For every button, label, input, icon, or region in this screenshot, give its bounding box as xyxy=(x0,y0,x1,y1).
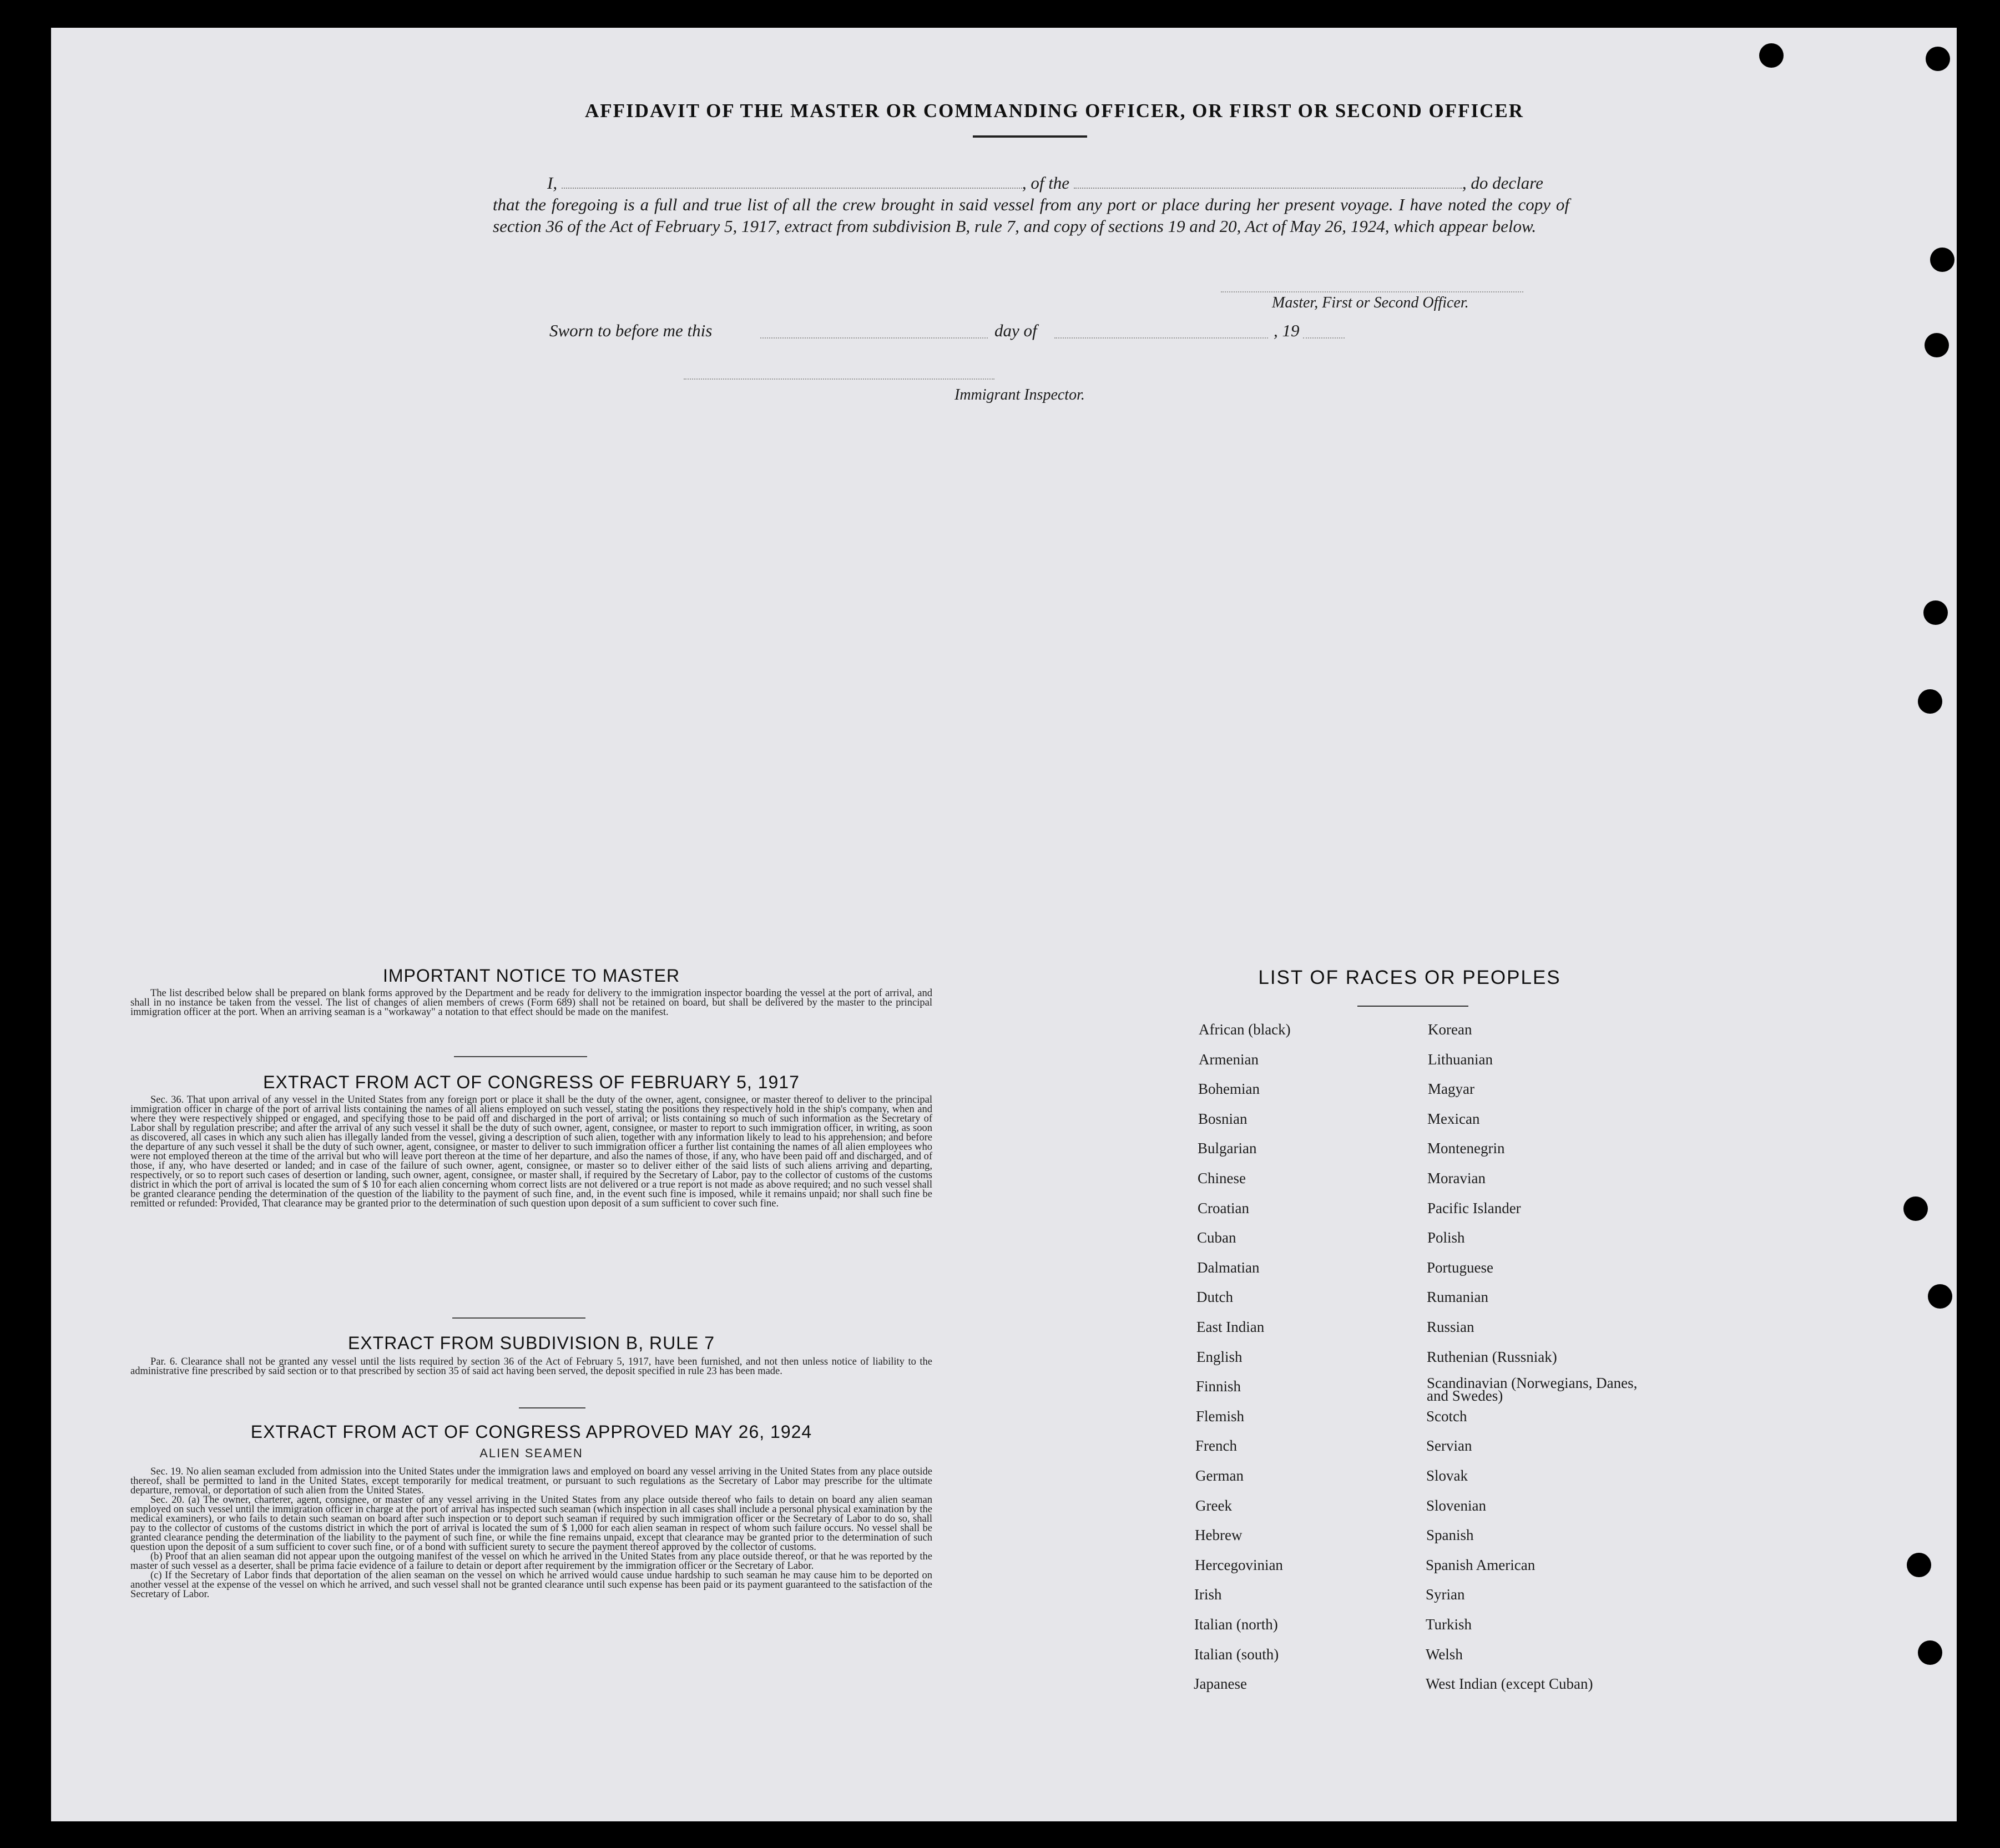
race-item: Mexican xyxy=(1427,1110,1480,1127)
inspector-label: Immigrant Inspector. xyxy=(954,386,1085,403)
punch-hole xyxy=(1907,1553,1931,1577)
par-6-paragraph: Par. 6. Clearance shall not be granted any vessel until the lists required by section 36 of the Act of February 5, 1917, have been furnished, and not then unless notice of liability to the administrative fine prescribed by said section or to that prescribed by section 35 of said act having been served, the deposit specified in rule 23 has been made. xyxy=(130,1356,932,1377)
race-item: Korean xyxy=(1428,1021,1472,1038)
race-item: Croatian xyxy=(1198,1200,1249,1216)
race-item: Bohemian xyxy=(1198,1080,1260,1097)
sec-20a-paragraph: Sec. 20. (a) The owner, charterer, agent, consignee, or master of any vessel arriving in the United States from any place outside thereof who fails to detain on board any alien seaman employed on such vessel until the immigration officer in charge at the port of arrival has inspected such seaman (which inspection in all cases shall include a personal physical examination by the medical examiners), or who fails to detain such seaman on board after such inspection or to deport such seaman if required by such immigration officer or the Secretary of Labor to do so, shall pay to the collector of customs of the customs district in which the port of arrival is located the sum of $ 1,000 for each alien seaman in respect of whom such failure occurs. No vessel shall be granted clearance pending the determination of the liability to the payment of such fine, or while the fine remains unpaid, except that clearance may be granted prior to the determination of such question upon the deposit of a sum sufficient to cover such fine, or of a bond with sufficient surety to secure the payment thereof approved by the collector of customs. xyxy=(130,1494,932,1553)
do-declare-label: , do declare xyxy=(1462,173,1543,193)
sworn-day-field[interactable] xyxy=(760,337,988,339)
sec-20c-paragraph: (c) If the Secretary of Labor finds that deportation of the alien seaman on the vessel on which he arrived would cause undue hardship to such seaman he may cause him to be deported on another vessel at the expense of the vessel on which he arrived, and such vessel shall not be granted clearance until such expense has been paid or its payment guaranteed to the satisfaction of the Secretary of Labor. xyxy=(130,1570,932,1600)
race-item: Chinese xyxy=(1198,1170,1246,1186)
race-item: Montenegrin xyxy=(1427,1140,1505,1157)
extract-rule7-title: EXTRACT FROM SUBDIVISION B, RULE 7 xyxy=(347,1333,715,1353)
section-36-paragraph: Sec. 36. That upon arrival of any vessel in the United States from any foreign port or place it shall be the duty of the owner, agent, consignee, or master thereof to deliver to the principal immigration officer in charge of the port of arrival lists containing the names of all aliens employed on such vessel, stating the positions they respectively hold in the ship's company, when and where they were respectively shipped or engaged, and specifying those to be paid off and discharged in the port of arrival; or lists containing so much of such information as the Secretary of Labor shall by regulation prescribe; and after the arrival of any such vessel it shall be the duty of such owner, agent, consignee, or master to report to such immigration officer, in writing, as soon as discovered, all cases in which any such alien has illegally landed from the vessel, giving a description of such alien, together with any information likely to lead to his apprehension; and before the departure of any such vessel it shall be the duty of such owner, agent, consignee, or master to deliver to such immigration officer a further list containing the names of all alien employees who were not employed thereon at the time of the arrival but who will leave port thereon at the time of her departure, and also the names of those, if any, who have been paid off and discharged, and of those, if any, who have deserted or landed; and in case of the failure of such owner, agent, consignee, or master so to deliver either of the said lists of such aliens arriving and departing, respectively, or so to report such cases of desertion or landing, such owner, agent, consignee, or master shall, if required by the Secretary of Labor, pay to the collector of customs of the customs district in which the port of arrival is located the sum of $ 10 for each alien concerning whom correct lists are not delivered or a true report is not made as above required; and no such vessel shall be granted clearance pending the determination of the question of the liability to the payment of such fine, and, in the event such fine is imposed, while it remains unpaid; nor shall such fine be remitted or refunded: Provided, That clearance may be granted prior to the determination of such question upon deposit of a sum sufficient to cover such fine. xyxy=(130,1094,932,1209)
i-label: I, xyxy=(547,173,558,193)
race-item: Syrian xyxy=(1426,1586,1465,1603)
race-item: Irish xyxy=(1194,1586,1222,1603)
race-item: Lithuanian xyxy=(1428,1051,1493,1068)
race-item: Dutch xyxy=(1196,1289,1233,1305)
punch-hole xyxy=(1928,1284,1952,1309)
race-item: Greek xyxy=(1195,1497,1232,1514)
race-item: Dalmatian xyxy=(1197,1259,1260,1276)
punch-hole xyxy=(1918,1640,1942,1665)
race-item: Italian (north) xyxy=(1194,1616,1278,1633)
section-separator xyxy=(519,1407,585,1408)
race-item: Servian xyxy=(1426,1437,1472,1454)
section-separator xyxy=(454,1056,587,1057)
race-item: Pacific Islander xyxy=(1427,1200,1521,1216)
declaration-first-line xyxy=(493,172,1569,194)
punch-hole xyxy=(1926,47,1950,71)
race-item: Cuban xyxy=(1197,1229,1236,1246)
sworn-label: Sworn to before me this xyxy=(549,321,713,340)
race-item: Bosnian xyxy=(1198,1110,1248,1127)
races-title: LIST OF RACES OR PEOPLES xyxy=(1258,967,1561,988)
race-item: African (black) xyxy=(1199,1021,1291,1038)
day-of-label: day of xyxy=(994,321,1037,340)
race-item: West Indian (except Cuban) xyxy=(1426,1675,1593,1692)
race-item: Hebrew xyxy=(1195,1527,1243,1543)
race-item: Magyar xyxy=(1428,1080,1474,1097)
race-item: East Indian xyxy=(1196,1319,1265,1335)
race-item: Scotch xyxy=(1426,1408,1467,1425)
punch-hole xyxy=(1759,43,1784,68)
race-item: Ruthenian (Russniak) xyxy=(1427,1349,1557,1365)
sec-20b-paragraph: (b) Proof that an alien seaman did not appear upon the outgoing manifest of the vessel on which he arrived in the United States from any place outside thereof, or that he was reported by the master of such vessel as a deserter, shall be prima facie evidence of a failure to detain or deport after requirement by the immigration officer or the Secretary of Labor. xyxy=(130,1551,932,1572)
punch-hole xyxy=(1925,333,1949,357)
vessel-field[interactable] xyxy=(1074,176,1462,189)
declaration-text: that the foregoing is a full and true list of all the crew brought in said vessel from any port or place during her present voyage. I have noted the copy of section 36 of the Act of February 5, 1917, extract from subdivision B, rule 7, and copy of sections 19 and 20, Act of May 26, 1924, which appear below. xyxy=(493,195,1569,236)
punch-hole xyxy=(1923,600,1948,625)
race-item: Bulgarian xyxy=(1198,1140,1257,1157)
race-item: Italian (south) xyxy=(1194,1646,1279,1663)
race-item: Spanish American xyxy=(1426,1557,1536,1573)
race-item: English xyxy=(1196,1349,1243,1365)
of-the-label: , of the xyxy=(1022,173,1070,193)
sworn-year-field[interactable] xyxy=(1303,337,1345,339)
notice-paragraph: The list described below shall be prepared on blank forms approved by the Department and be ready for delivery to the immigration inspector boarding the vessel at the port of arrival, and shall in no instance be taken from the vessel. The list of changes of alien members of crews (Form 689) shall not be retained on board, but shall be delivered by the master to the principal immigration officer at the port. When an arriving seaman is a "workaway" a notation to that effect should be made on the manifest. xyxy=(130,988,932,1018)
alien-seamen-subtitle: ALIEN SEAMEN xyxy=(479,1446,583,1460)
sec-19-paragraph: Sec. 19. No alien seaman excluded from admission into the United States under the immigration laws and employed on board any vessel arriving in the United States from any place outside thereof, shall be permitted to land in the United States, except temporarily for medical treatment, or pursuant to such regulations as the Secretary of Labor may prescribe for the ultimate departure, removal, or deportation of such alien from the United States. xyxy=(130,1466,932,1496)
race-item: French xyxy=(1195,1437,1237,1454)
race-item: Spanish xyxy=(1426,1527,1474,1543)
race-item: Scandinavian (Norwegians, Danes, and Swedes) xyxy=(1427,1375,1638,1404)
extract-rule7-text xyxy=(130,1357,932,1376)
race-item: Rumanian xyxy=(1427,1289,1488,1305)
title-rule xyxy=(973,135,1087,138)
race-item: Slovenian xyxy=(1426,1497,1486,1514)
master-signature-label: Master, First or Second Officer. xyxy=(1272,294,1469,311)
race-item: Armenian xyxy=(1199,1051,1259,1068)
notice-title: IMPORTANT NOTICE TO MASTER xyxy=(382,966,680,986)
race-item: Portuguese xyxy=(1427,1259,1493,1276)
race-item: Moravian xyxy=(1427,1170,1486,1186)
race-item: Flemish xyxy=(1196,1408,1245,1425)
extract-1924-title: EXTRACT FROM ACT OF CONGRESS APPROVED MAY 26, 1924 xyxy=(250,1422,812,1442)
races-rule xyxy=(1357,1006,1468,1007)
race-item: Turkish xyxy=(1426,1616,1472,1633)
section-separator xyxy=(452,1317,585,1319)
punch-hole xyxy=(1918,689,1942,714)
declaration-block xyxy=(493,172,1569,237)
race-item: Finnish xyxy=(1196,1378,1241,1395)
race-item: German xyxy=(1195,1467,1244,1484)
inspector-signature-field[interactable] xyxy=(684,378,994,380)
year-label: , 19 xyxy=(1274,321,1300,340)
name-field[interactable] xyxy=(562,176,1022,189)
race-item: Welsh xyxy=(1426,1646,1463,1663)
race-item: Slovak xyxy=(1426,1467,1468,1484)
punch-hole xyxy=(1903,1196,1928,1221)
punch-hole xyxy=(1930,248,1954,272)
master-signature-field[interactable] xyxy=(1221,291,1523,292)
affidavit-title: AFFIDAVIT OF THE MASTER OR COMMANDING OFFICER, OR FIRST OR SECOND OFFICER xyxy=(585,100,1524,122)
extract-1917-title: EXTRACT FROM ACT OF CONGRESS OF FEBRUARY 5, 1917 xyxy=(263,1072,800,1092)
race-item: Hercegovinian xyxy=(1195,1557,1283,1573)
sworn-month-field[interactable] xyxy=(1054,337,1268,339)
race-item: Polish xyxy=(1427,1229,1465,1246)
race-item: Japanese xyxy=(1194,1675,1247,1692)
extract-1917-text xyxy=(130,1095,932,1209)
extract-1924-text xyxy=(130,1467,932,1599)
notice-text xyxy=(130,989,932,1017)
race-item: Russian xyxy=(1427,1319,1474,1335)
